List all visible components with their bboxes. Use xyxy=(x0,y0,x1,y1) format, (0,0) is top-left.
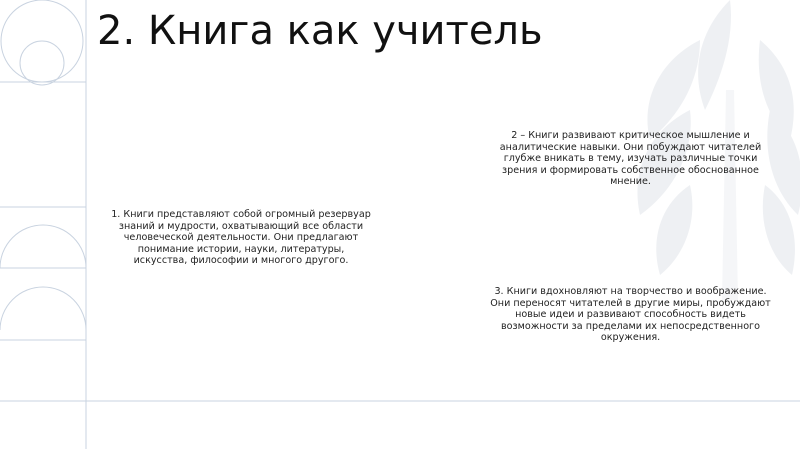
point-1-text: 1. Книги представляют собой огромный резервуар знаний и мудрости, охватывающий все области человеческой деятельности. Они предлагают понимание истории, науки, литературы, искусства, философии и многого другого. xyxy=(111,209,371,267)
outline-circles-icon xyxy=(0,0,86,330)
point-3-text: 3. Книги вдохновляют на творчество и воображение. Они переносят читателей в другие миры, пробуждают новые идеи и развивают способность видеть возможности за пределами их непосредственного окружения. xyxy=(490,286,771,344)
point-2-text: 2 – Книги развивают критическое мышление и аналитические навыки. Они побуждают читателей глубже вникать в тему, изучать различные точки зрения и формировать собственное обоснованное мнение. xyxy=(499,130,762,188)
slide-title: 2. Книга как учитель xyxy=(97,8,543,54)
